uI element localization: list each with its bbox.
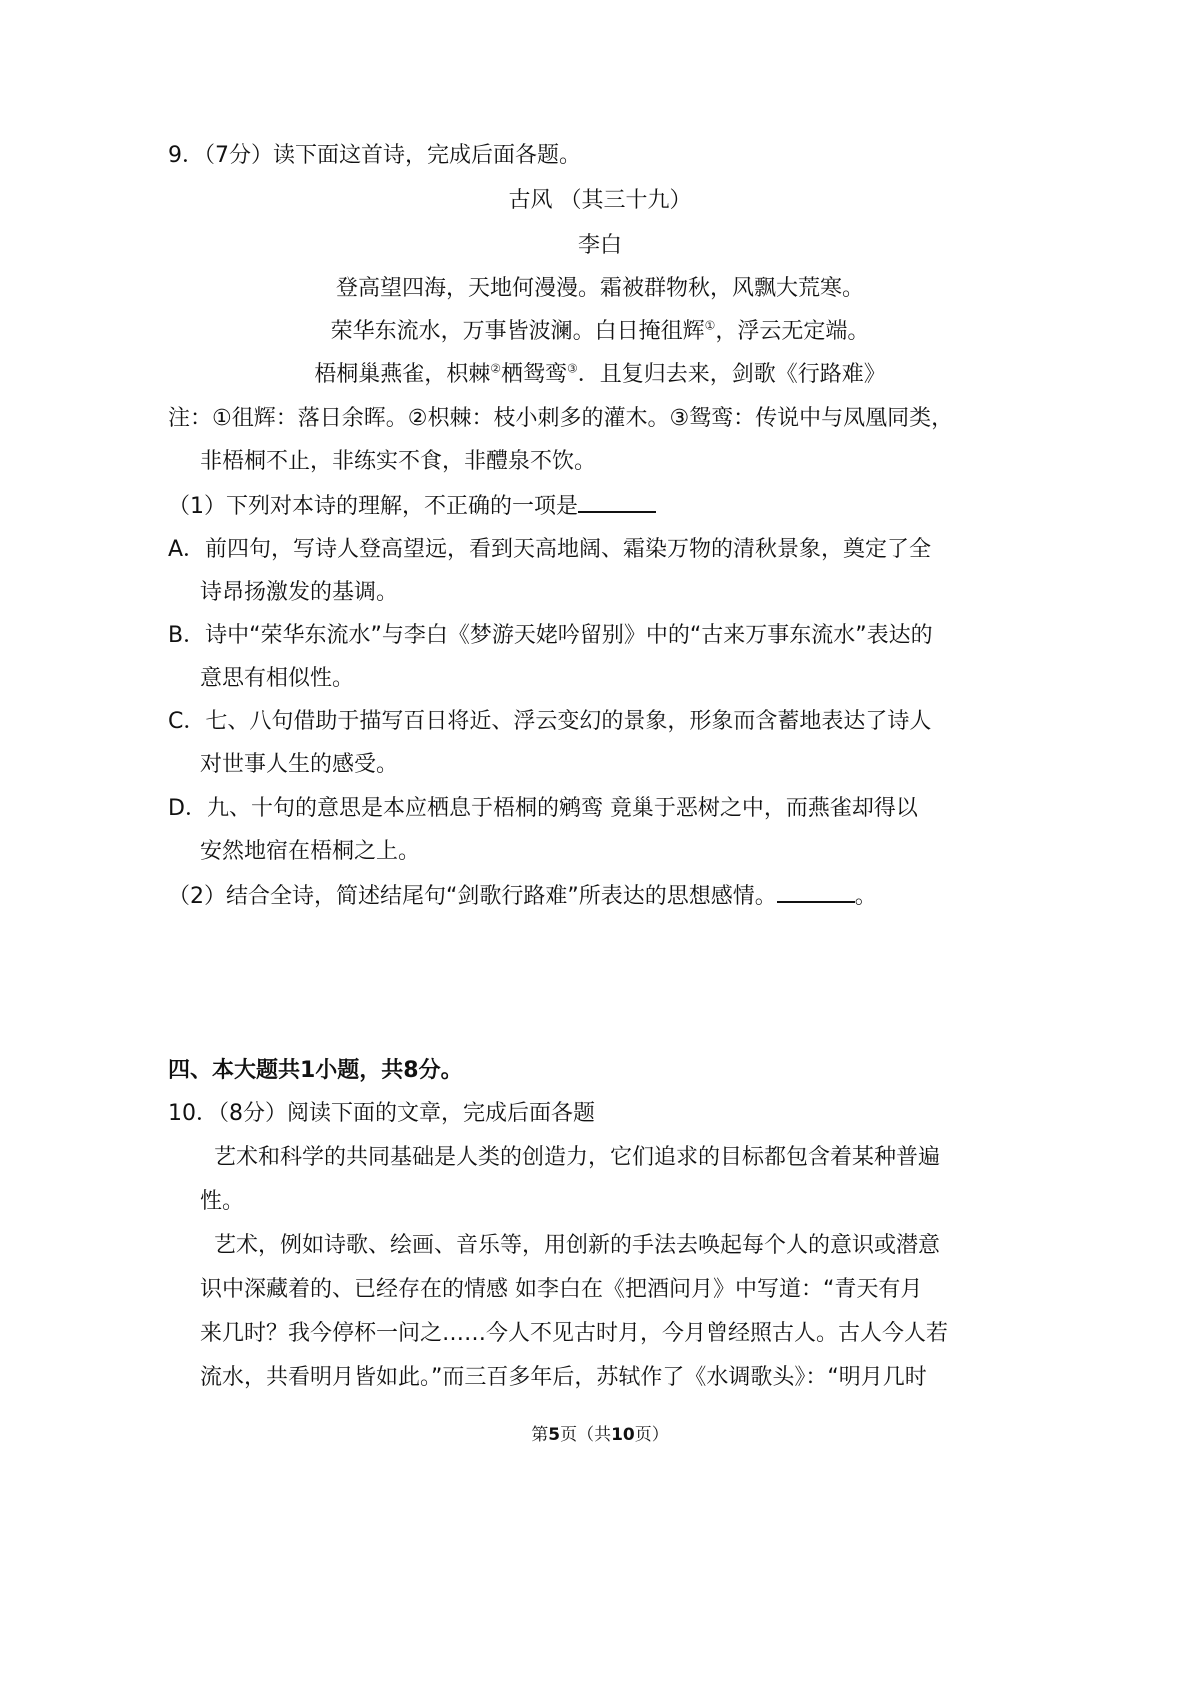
poem-author: 李白 (577, 233, 622, 258)
footnote-mark-2: ② (490, 361, 501, 376)
answer-blank-1[interactable] (578, 491, 656, 513)
subquestion-2: （2）结合全诗，简述结尾句“剑歌行路难”所表达的思想感情。 。 (168, 881, 877, 912)
option-d-line-2: 安然地宿在梧桐之上。 (200, 839, 421, 864)
option-d-line-1: D．九、十句的意思是本应栖息于梧桐的鹓鸾 竟巢于恶树之中，而燕雀却得以 (168, 796, 918, 821)
poem-line-3: 梧桐巢燕雀，枳棘②栖鸳鸾③．且复归去来，剑歌《行路难》 (314, 361, 886, 387)
footnote-mark-1: ① (704, 318, 716, 333)
option-a-line-1: A．前四句，写诗人登高望远，看到天高地阔、霜染万物的清秋景象，奠定了全 (168, 537, 932, 562)
answer-blank-2[interactable] (777, 881, 855, 903)
question-10-header: 10．（8分）阅读下面的文章，完成后面各题 (168, 1101, 595, 1126)
poem-line-1: 登高望四海，天地何漫漫。霜被群物秋，风飘大荒寒。 (335, 276, 864, 301)
option-c-line-1: C．七、八句借助于描写百日将近、浮云变幻的景象，形象而含蓄地表达了诗人 (168, 709, 932, 734)
option-b-line-2: 意思有相似性。 (200, 666, 355, 691)
passage-para-2-line-2: 识中深藏着的、已经存在的情感 如李白在《把酒问月》中写道：“青天有月 (200, 1277, 923, 1302)
current-page-number: 5 (548, 1425, 561, 1445)
page-footer: 第5页（共10页） (531, 1425, 669, 1445)
poem-note-line-2: 非梧桐不止，非练实不食，非醴泉不饮。 (200, 449, 597, 474)
poem-note-line-1: 注：①徂辉：落日余晖。②枳棘：枝小刺多的灌木。③鸳鸾：传说中与凤凰同类， (168, 406, 954, 431)
option-a-line-2: 诗昂扬激发的基调。 (200, 580, 399, 605)
section-4-heading: 四、本大题共1小题，共8分。 (168, 1058, 463, 1083)
poem-line-2: 荣华东流水，万事皆波澜。白日掩徂辉①，浮云无定端。 (330, 318, 870, 344)
option-b-line-1: B．诗中“荣华东流水”与李白《梦游天姥吟留别》中的“古来万事东流水”表达的 (168, 623, 933, 648)
passage-para-2-line-1: 艺术，例如诗歌、绘画、音乐等，用创新的手法去唤起每个人的意识或潜意 (214, 1233, 941, 1258)
passage-para-1-line-2: 性。 (200, 1189, 245, 1214)
footnote-mark-3: ③ (567, 361, 578, 376)
subquestion-1: （1）下列对本诗的理解，不正确的一项是 (168, 491, 656, 522)
total-pages-number: 10 (611, 1425, 635, 1445)
passage-para-2-line-4: 流水，共看明月皆如此。”而三百多年后，苏轼作了《水调歌头》：“明月几时 (200, 1365, 927, 1390)
question-9-header: 9．（7分）读下面这首诗，完成后面各题。 (168, 143, 581, 168)
poem-title: 古风 （其三十九） (508, 188, 692, 213)
passage-para-1-line-1: 艺术和科学的共同基础是人类的创造力，它们追求的目标都包含着某种普遍 (214, 1145, 941, 1170)
option-c-line-2: 对世事人生的感受。 (200, 752, 399, 777)
passage-para-2-line-3: 来几时？我今停杯一问之……今人不见古时月，今月曾经照古人。古人今人若 (200, 1321, 949, 1346)
